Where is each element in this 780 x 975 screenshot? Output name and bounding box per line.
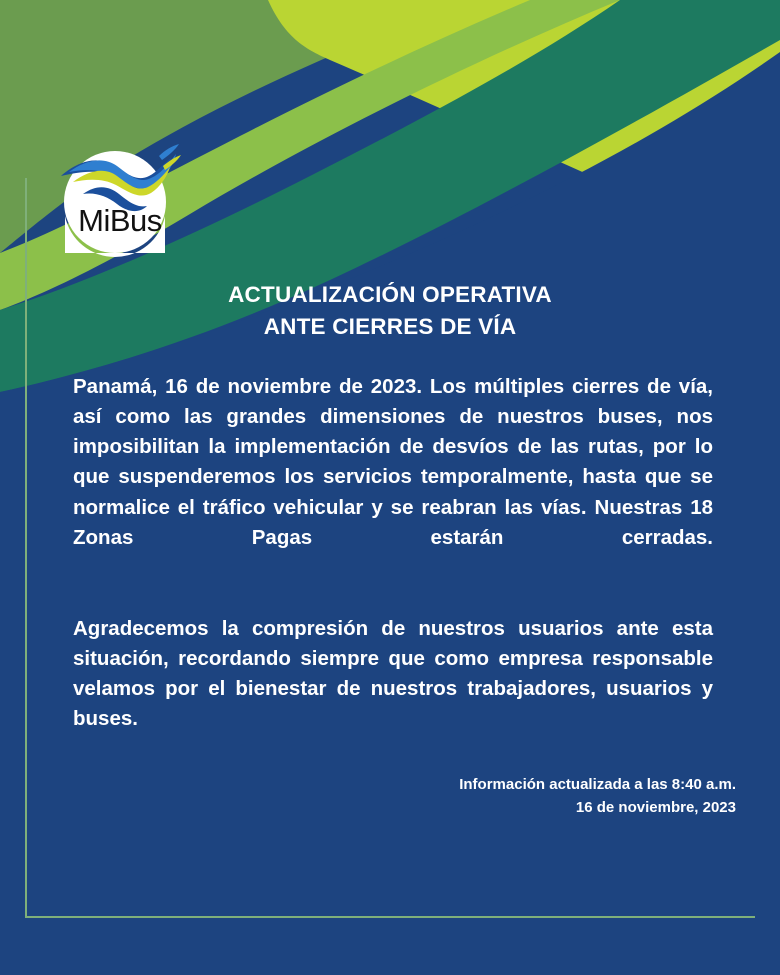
page-title [0, 279, 780, 343]
announcement-body [73, 372, 713, 765]
update-timestamp [316, 773, 736, 820]
page-title-line2: ANTE CIERRES DE VÍA [263, 313, 517, 339]
logo-wordmark-text: MiBus [78, 202, 162, 238]
update-timestamp-time: Información actualizada a las 8:40 a.m. [459, 776, 736, 793]
body-paragraph-1: Panamá, 16 de noviembre de 2023. Los múltiples cierres de vía, así como las grandes dimensiones de nuestros buses, nos imposibilitan la implementación de desvíos de las rutas, por lo que suspenderemos los servicios temporalmente, hasta que se normalice el tráfico vehicular y se reabran las vías. Nuestras 18 Zonas Pagas estarán cerradas. [73, 375, 713, 549]
update-timestamp-date: 16 de noviembre, 2023 [575, 799, 736, 817]
frame-horizontal-line [25, 916, 755, 918]
page-title-line1: ACTUALIZACIÓN OPERATIVA [228, 282, 552, 307]
logo-wordmark [55, 136, 185, 268]
body-paragraph-2: Agradecemos la compresión de nuestros usuarios ante esta situación, recordando siempre que como empresa responsable velamos por el bienestar de nuestros trabajadores, usuarios y buses. [73, 616, 713, 731]
mibus-logo [55, 136, 185, 268]
